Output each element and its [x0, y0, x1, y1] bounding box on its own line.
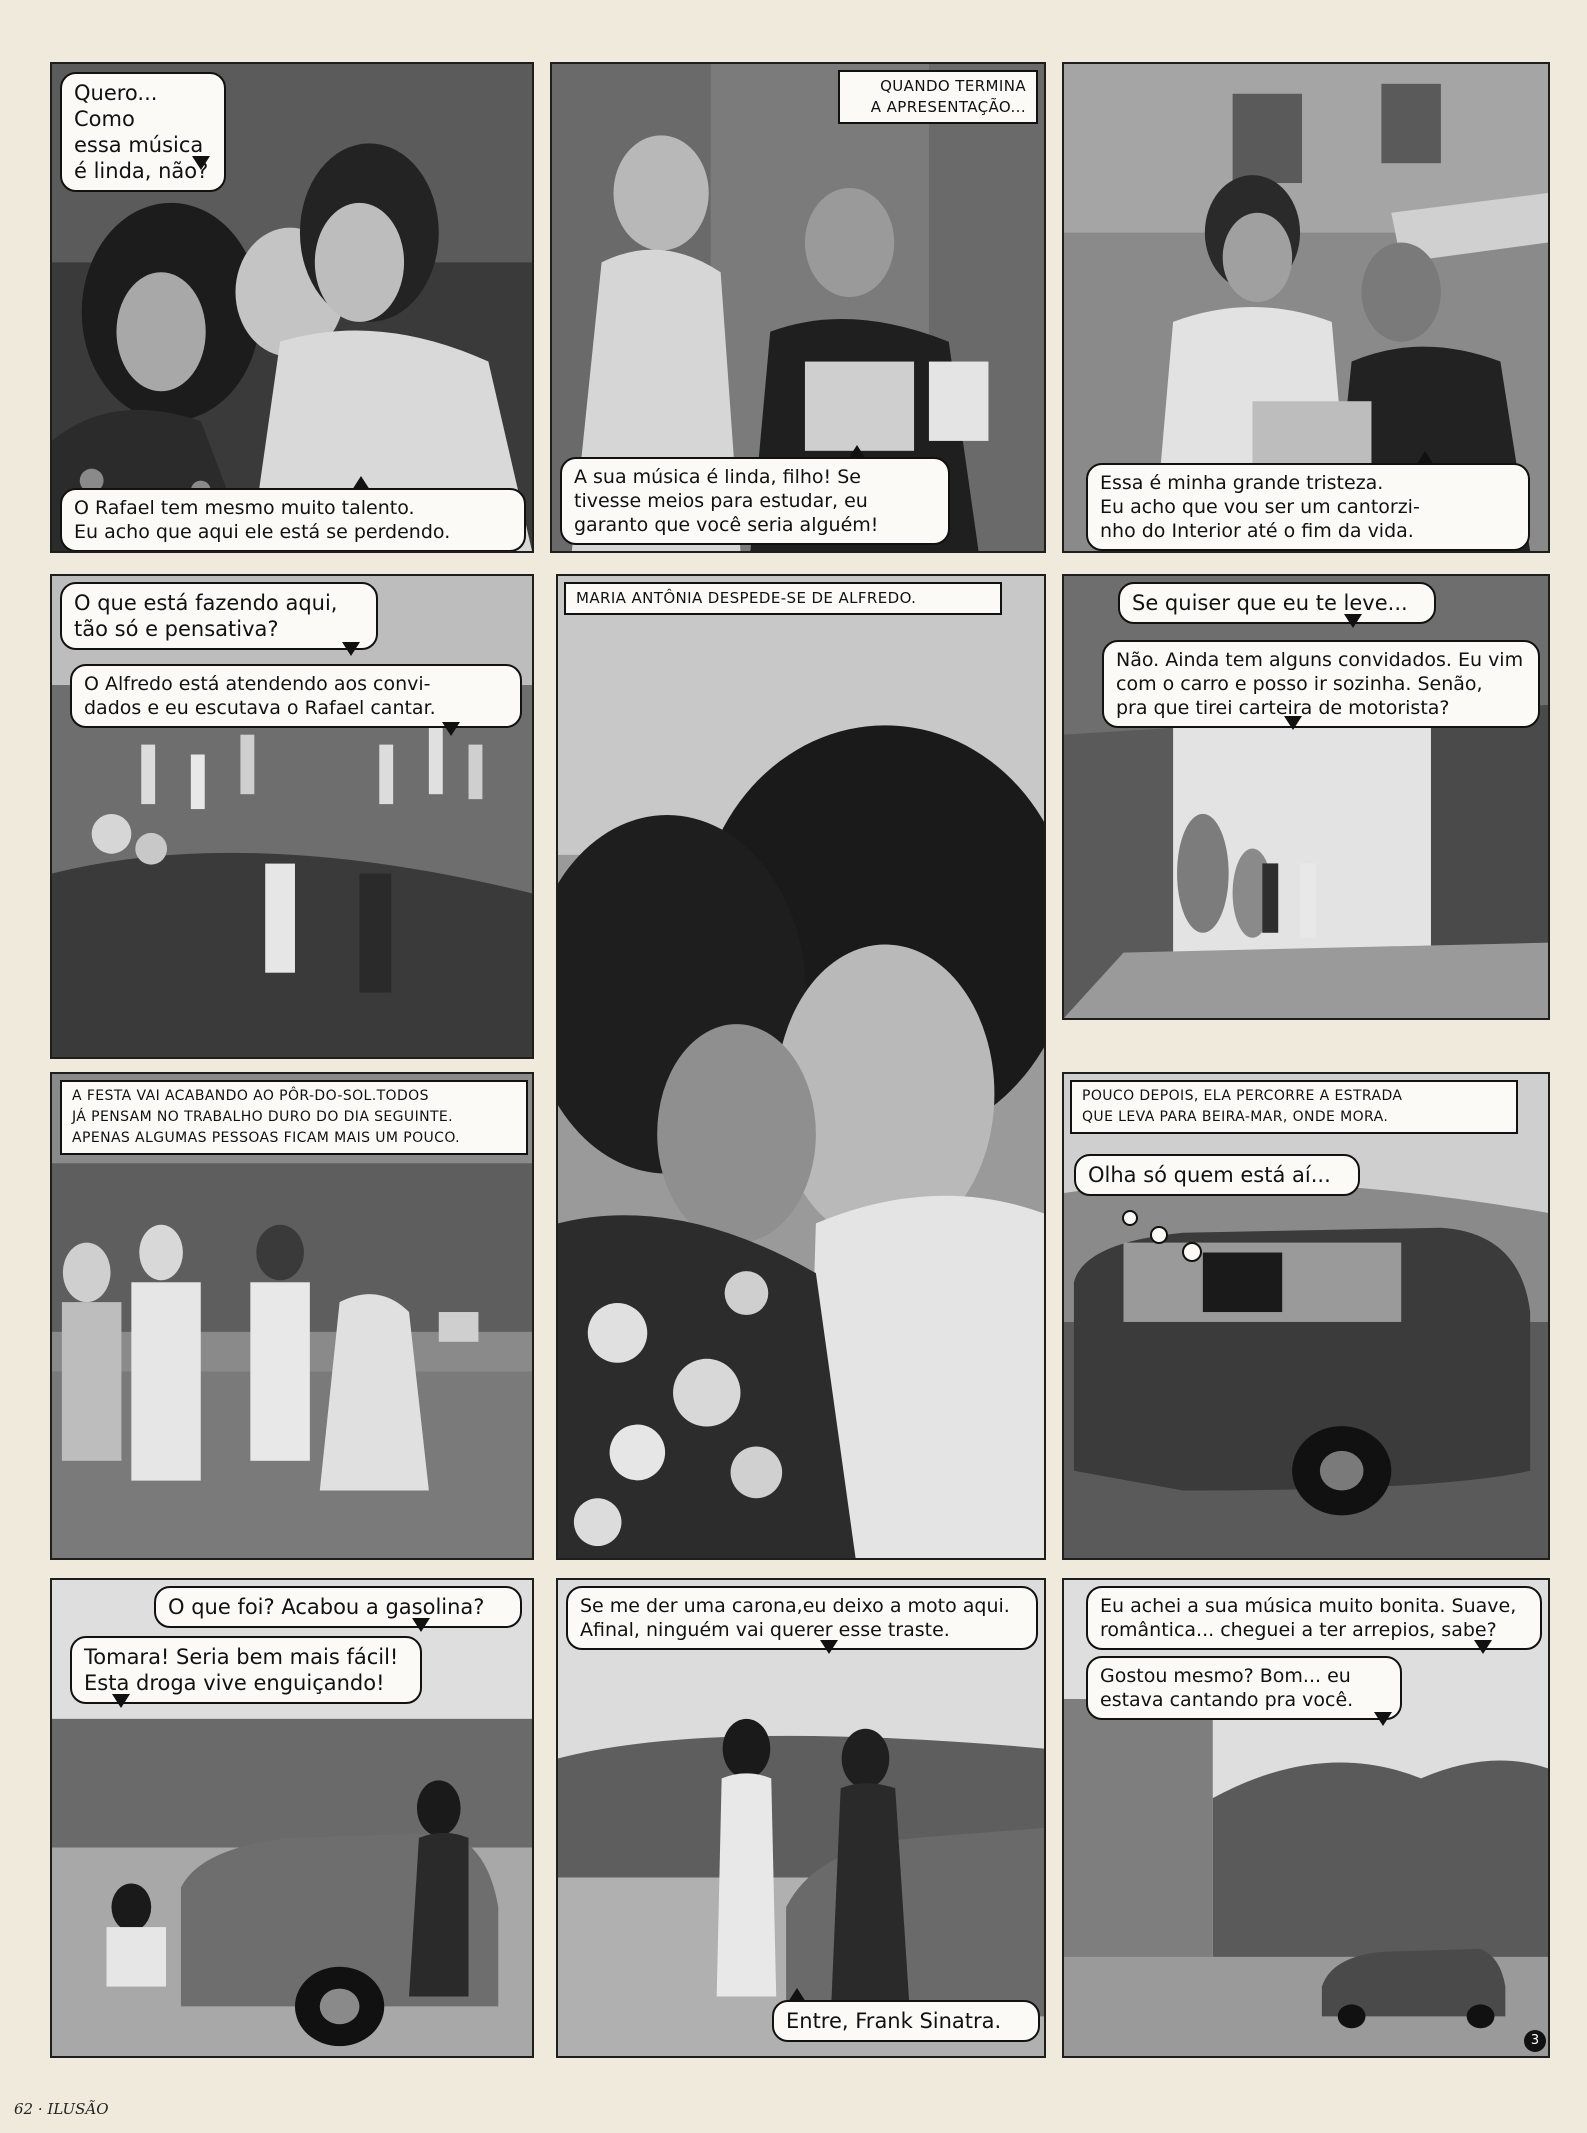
bubble-tail	[112, 1694, 130, 1708]
narration-caption: QUANDO TERMINA A APRESENTAÇÃO...	[838, 70, 1038, 124]
bubble-tail	[1474, 1640, 1492, 1654]
panel-9	[50, 1578, 534, 2058]
bubble-tail	[820, 1640, 838, 1654]
bubble-tail	[1416, 451, 1434, 465]
page-footer: 62 · ILUSÃO	[14, 2100, 109, 2118]
bubble-tail	[1284, 716, 1302, 730]
panel-11	[1062, 1578, 1550, 2058]
thought-dot	[1122, 1210, 1138, 1226]
panel-8	[1062, 1072, 1550, 1560]
panel-4	[50, 574, 534, 1059]
panel-2	[550, 62, 1046, 553]
speech-bubble: Se me der uma carona,eu deixo a moto aqui. Afinal, ninguém vai querer esse traste.	[566, 1586, 1038, 1650]
speech-bubble: Não. Ainda tem alguns convidados. Eu vim com o carro e posso ir sozinha. Senão, pra que tirei carteira de motorista?	[1102, 640, 1540, 728]
speech-bubble: Olha só quem está aí...	[1074, 1154, 1360, 1196]
bubble-tail	[1374, 1712, 1392, 1726]
bubble-tail	[412, 1618, 430, 1632]
speech-bubble: Tomara! Seria bem mais fácil! Esta droga vive enguiçando!	[70, 1636, 422, 1704]
bubble-tail	[442, 722, 460, 736]
bubble-tail	[788, 1988, 806, 2002]
panel-6	[1062, 574, 1550, 1020]
panel-10	[556, 1578, 1046, 2058]
narration-caption: POUCO DEPOIS, ELA PERCORRE A ESTRADA QUE LEVA PARA BEIRA-MAR, ONDE MORA.	[1070, 1080, 1518, 1134]
panel-5	[556, 574, 1046, 1560]
bubble-tail	[342, 642, 360, 656]
bubble-tail	[192, 156, 210, 170]
panel-7	[50, 1072, 534, 1560]
speech-bubble: O que está fazendo aqui, tão só e pensativa?	[60, 582, 378, 650]
speech-bubble: Entre, Frank Sinatra.	[772, 2000, 1040, 2042]
speech-bubble: O Rafael tem mesmo muito talento. Eu acho que aqui ele está se perdendo.	[60, 488, 526, 552]
bubble-tail	[1344, 614, 1362, 628]
panel-3	[1062, 62, 1550, 553]
panel-5-photo	[558, 576, 1044, 1558]
narration-caption: A FESTA VAI ACABANDO AO PÔR-DO-SOL.TODOS JÁ PENSAM NO TRABALHO DURO DO DIA SEGUINTE. APENAS ALGUMAS PESSOAS FICAM MAIS UM POUCO.	[60, 1080, 528, 1155]
speech-bubble: Quero... Como essa música é linda, não?	[60, 72, 226, 192]
thought-dot	[1150, 1226, 1168, 1244]
bubble-tail	[848, 445, 866, 459]
speech-bubble: O Alfredo está atendendo aos convi- dados e eu escutava o Rafael cantar.	[70, 664, 522, 728]
speech-bubble: Gostou mesmo? Bom... eu estava cantando pra você.	[1086, 1656, 1402, 1720]
bubble-tail	[352, 476, 370, 490]
page-marker: 3	[1524, 2030, 1546, 2052]
speech-bubble: Eu achei a sua música muito bonita. Suave, romântica... cheguei a ter arrepios, sabe?	[1086, 1586, 1542, 1650]
speech-bubble: A sua música é linda, filho! Se tivesse meios para estudar, eu garanto que você seria alguém!	[560, 457, 950, 545]
speech-bubble: O que foi? Acabou a gasolina?	[154, 1586, 522, 1628]
panel-1	[50, 62, 534, 553]
panel-10-photo	[558, 1580, 1044, 2056]
speech-bubble: Essa é minha grande tristeza. Eu acho que vou ser um cantorzi- nho do Interior até o fim da vida.	[1086, 463, 1530, 551]
panel-8-photo	[1064, 1074, 1548, 1558]
speech-bubble: Se quiser que eu te leve...	[1118, 582, 1436, 624]
narration-caption: MARIA ANTÔNIA DESPEDE-SE DE ALFREDO.	[564, 582, 1002, 615]
thought-dot	[1182, 1242, 1202, 1262]
